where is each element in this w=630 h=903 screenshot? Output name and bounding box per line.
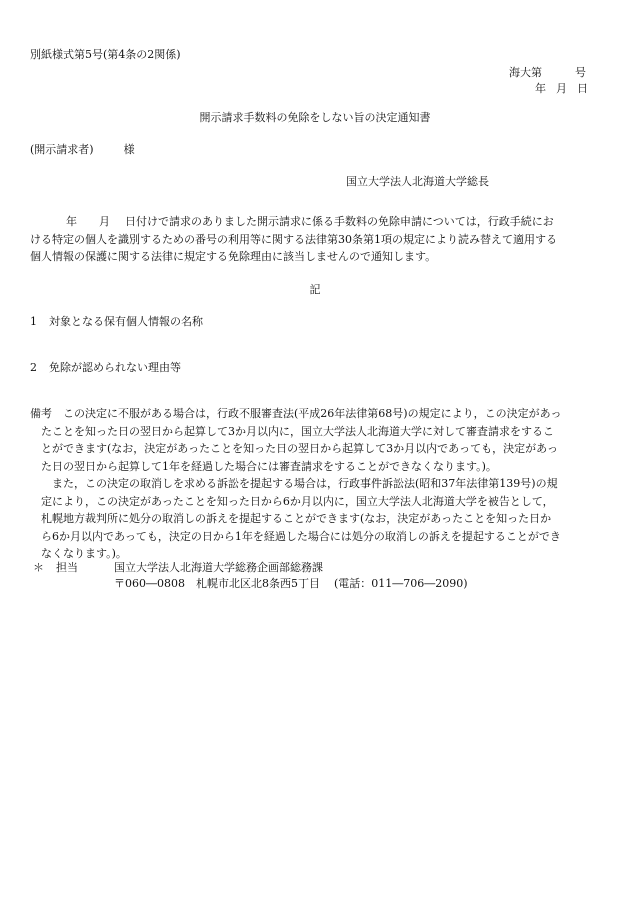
section-number: 1 — [30, 315, 37, 328]
body-date-month: 月 — [99, 215, 110, 228]
contact-address-line — [114, 577, 468, 591]
section-number: 2 — [30, 361, 37, 374]
document-date — [535, 82, 588, 96]
document-number-suffix: 号 — [575, 66, 586, 79]
remarks-line: 定により，この決定があったことを知った日から6か月以内に，国立大学法人北海道大学を被告として， — [41, 494, 554, 508]
remarks-line: ら6か月以内であっても，決定の日から1年を経過した場合には処分の取消しの訴えを提起することができ — [41, 529, 561, 543]
section-item — [30, 361, 181, 375]
contact-phone: (電話：011―706―2090) — [334, 577, 468, 590]
contact-label: 担当 — [56, 561, 78, 574]
addressee-honorific: 様 — [123, 143, 135, 156]
sender: 国立大学法人北海道大学総長 — [346, 175, 489, 188]
remarks-line: 備考 この決定に不服がある場合は，行政不服審査法(平成26年法律第68号)の規定により，この決定があっ — [30, 407, 562, 420]
date-year: 年 — [535, 82, 546, 95]
remarks — [30, 405, 600, 563]
remarks-line: また，この決定の取消しを求める訴訟を提起する場合は，行政事件訴訟法(昭和37年法律第139号)の規 — [52, 477, 558, 490]
document-number-prefix: 海大第 — [509, 66, 542, 79]
remarks-line: 札幌地方裁判所に処分の取消しの訴えを提起することができます(なお，決定があったことを知った日か — [41, 512, 552, 525]
remarks-label: 備考 — [30, 407, 52, 420]
contact-marker: ＊ — [33, 561, 44, 574]
document-title: 開示請求手数料の免除をしない旨の決定通知書 — [199, 111, 431, 124]
section-label: 対象となる保有個人情報の名称 — [49, 315, 203, 328]
ki-heading: 記 — [309, 283, 321, 296]
date-month: 月 — [556, 82, 567, 95]
addressee-label: (開示請求者) — [30, 143, 94, 156]
body-date-year: 年 — [66, 215, 77, 228]
body-paragraph — [30, 213, 600, 266]
date-day: 日 — [577, 82, 588, 95]
remarks-line: たことを知った日の翌日から起算して3か月以内に，国立大学法人北海道大学に対して審査請求をするこ — [41, 424, 554, 438]
section-label: 免除が認められない理由等 — [49, 361, 181, 374]
remarks-line: なくなります。)。 — [41, 547, 127, 560]
body-line-2: ける特定の個人を識別するための番号の利用等に関する法律第30条第1項の規定により読み替えて適用する — [30, 232, 557, 246]
contact-department: 国立大学法人北海道大学総務企画部総務課 — [114, 561, 323, 574]
remarks-line: とができます(なお，決定があったことを知った日の翌日から起算して3か月以内であっても，決定があっ — [41, 442, 558, 455]
addressee — [30, 143, 135, 157]
document-number — [509, 66, 586, 80]
body-line-1: 年 月 日付けで請求のありました開示請求に係る手数料の免除申請については，行政手続にお — [66, 215, 554, 228]
form-label: 別紙様式第5号(第4条の2関係) — [30, 48, 181, 61]
contact-address: 〒060―0808 札幌市北区北8条西5丁目 — [114, 577, 320, 590]
remarks-line: た日の翌日から起算して1年を経過した場合には審査請求をすることができなくなります。)。 — [41, 459, 497, 473]
section-item — [30, 315, 203, 329]
body-line-3: 個人情報の保護に関する法律に規定する免除理由に該当しませんので通知します。 — [30, 250, 437, 263]
